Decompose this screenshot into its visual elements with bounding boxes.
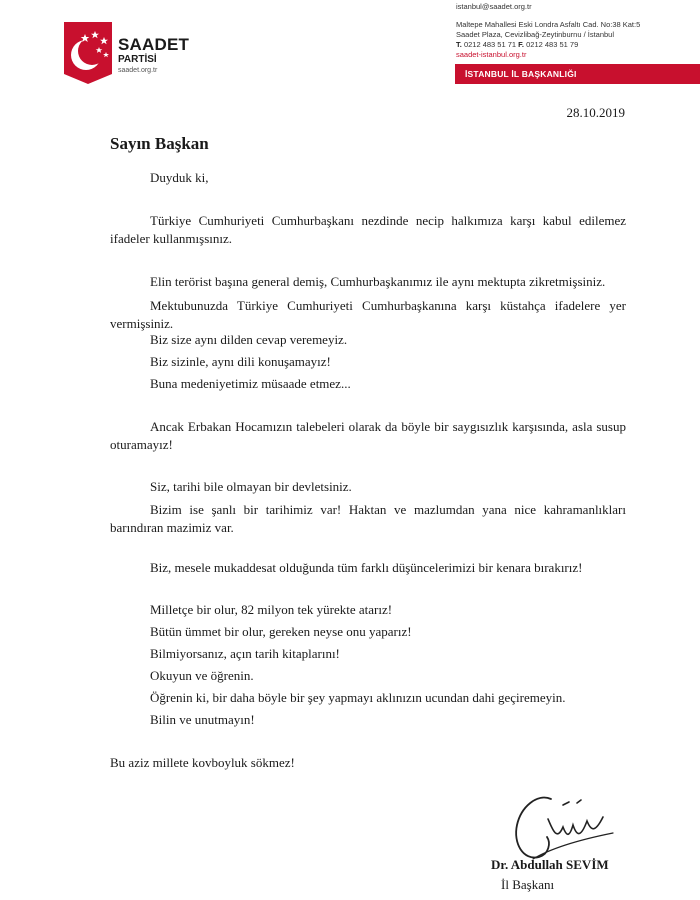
paragraph: Okuyun ve öğrenin. xyxy=(150,668,254,683)
tel-label: T. xyxy=(456,40,462,49)
paragraph: Biz size aynı dilden cevap veremeyiz. xyxy=(150,332,348,347)
signatory-title: İl Başkanı xyxy=(501,877,555,892)
paragraph: Ancak Erbakan Hocamızın talebeleri olarak da böyle bir saygısızlık karşısında, asla susup oturamayız! xyxy=(110,419,626,452)
salutation: Sayın Başkan xyxy=(110,134,209,153)
fax-number: 0212 483 51 79 xyxy=(526,40,579,49)
paragraph: Bilin ve unutmayın! xyxy=(150,712,255,727)
contact-address-line1: Maltepe Mahallesi Eski Londra Asfaltı Cad. No:38 Kat:5 xyxy=(456,20,641,29)
fax-label: F. xyxy=(518,40,525,49)
paragraph: Duyduk ki, xyxy=(150,170,209,185)
contact-email: istanbul@saadet.org.tr xyxy=(456,2,532,11)
paragraph: Biz sizinle, aynı dili konuşamayız! xyxy=(150,354,331,369)
party-brand xyxy=(118,36,189,76)
party-name: SAADET xyxy=(118,35,190,54)
closing-line: Bu aziz millete kovboyluk sökmez! xyxy=(110,755,295,770)
contact-web: saadet-istanbul.org.tr xyxy=(456,50,527,59)
party-website: saadet.org.tr xyxy=(118,67,158,74)
contact-address-line2: Saadet Plaza, Cevizlibağ-Zeytinburnu / İstanbul xyxy=(456,30,615,39)
letter-date: 28.10.2019 xyxy=(566,105,625,120)
paragraph: Bizim ise şanlı bir tarihimiz var! Haktan ve mazlumdan yana nice kahramanlıkları barındıran mazimiz var. xyxy=(110,502,626,535)
paragraph: Mektubunuzda Türkiye Cumhuriyeti Cumhurbaşkanına karşı küstahça ifadelere yer vermişsiniz. xyxy=(110,298,626,331)
tel-number: 0212 483 51 71 xyxy=(463,40,517,49)
contact-phones xyxy=(456,40,640,50)
paragraph: Buna medeniyetimiz müsaade etmez... xyxy=(150,376,351,391)
office-band: İSTANBUL İL BAŞKANLIĞI xyxy=(455,64,700,84)
paragraph: Bilmiyorsanız, açın tarih kitaplarını! xyxy=(150,646,340,661)
paragraph: Siz, tarihi bile olmayan bir devletsiniz. xyxy=(150,479,352,494)
signatory-name: Dr. Abdullah SEVİM xyxy=(491,857,609,872)
saadet-party-logo xyxy=(64,22,112,84)
paragraph: Bütün ümmet bir olur, gereken neyse onu yaparız! xyxy=(150,624,412,639)
paragraph: Elin terörist başına general demiş, Cumhurbaşkanımız ile aynı mektupta zikretmişsiniz. xyxy=(150,274,606,289)
party-subtitle: PARTİSİ xyxy=(118,54,157,65)
paragraph: Öğrenin ki, bir daha böyle bir şey yapmayı aklınızın ucundan dahi geçiremeyin. xyxy=(150,690,566,705)
paragraph: Türkiye Cumhuriyeti Cumhurbaşkanı nezdinde necip halkımıza karşı kabul edilemez ifadeler kullanmışsınız. xyxy=(110,213,626,246)
paragraph: Milletçe bir olur, 82 milyon tek yürekte atarız! xyxy=(150,602,393,617)
paragraph: Biz, mesele mukaddesat olduğunda tüm farklı düşüncelerimizi bir kenara bırakırız! xyxy=(150,560,583,575)
contact-block xyxy=(456,2,640,60)
